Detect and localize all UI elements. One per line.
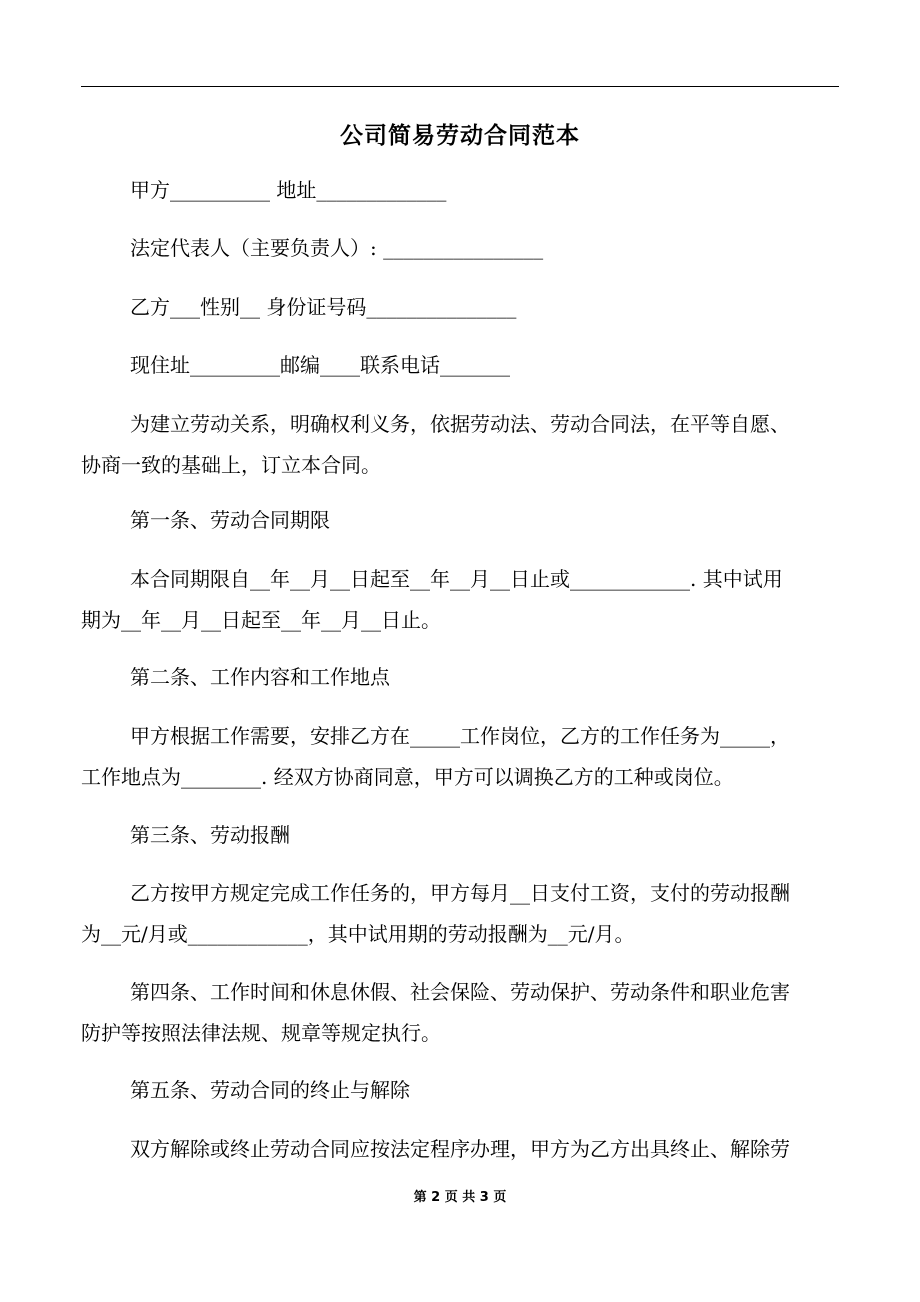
party-b-line: 乙方___性别__ 身份证号码_______________ — [130, 295, 517, 319]
article-5-line-1: 双方解除或终止劳动合同应按法定程序办理，甲方为乙方出具终止、解除劳 — [130, 1137, 790, 1161]
article-4-line-2: 防护等按照法律法规、规章等规定执行。 — [81, 1021, 441, 1045]
party-a-line: 甲方__________ 地址_____________ — [130, 178, 447, 202]
article-3-line-1: 乙方按甲方规定完成工作任务的，甲方每月__日支付工资，支付的劳动报酬 — [130, 881, 790, 905]
page-number: 第 2 页 共 3 页 — [413, 1190, 507, 1205]
article-3-line-2: 为__元/月或____________，其中试用期的劳动报酬为__元/月。 — [81, 922, 635, 946]
article-4-line-1: 第四条、工作时间和休息休假、社会保险、劳动保护、劳动条件和职业危害 — [130, 980, 790, 1004]
address-line: 现住址_________邮编____联系电话_______ — [130, 353, 510, 377]
legal-rep-line: 法定代表人（主要负责人）: ________________ — [130, 236, 544, 260]
article-1-line-2: 期为__年__月__日起至__年__月__日止。 — [81, 608, 441, 632]
document-title: 公司简易劳动合同范本 — [340, 123, 580, 149]
article-2-line-2: 工作地点为________. 经双方协商同意，甲方可以调换乙方的工种或岗位。 — [81, 765, 734, 789]
header-rule — [81, 86, 839, 87]
article-3-heading: 第三条、劳动报酬 — [130, 823, 290, 847]
preamble-line-1: 为建立劳动关系，明确权利义务，依据劳动法、劳动合同法，在平等自愿、 — [130, 412, 790, 436]
preamble-line-2: 协商一致的基础上，订立本合同。 — [81, 453, 381, 477]
article-1-heading: 第一条、劳动合同期限 — [130, 508, 330, 532]
article-5-heading: 第五条、劳动合同的终止与解除 — [130, 1078, 410, 1102]
article-2-line-1: 甲方根据工作需要，安排乙方在_____工作岗位，乙方的工作任务为_____， — [130, 724, 790, 748]
article-1-line-1: 本合同期限自__年__月__日起至__年__月__日止或____________. 其中试用 — [130, 567, 783, 591]
article-2-heading: 第二条、工作内容和工作地点 — [130, 665, 390, 689]
